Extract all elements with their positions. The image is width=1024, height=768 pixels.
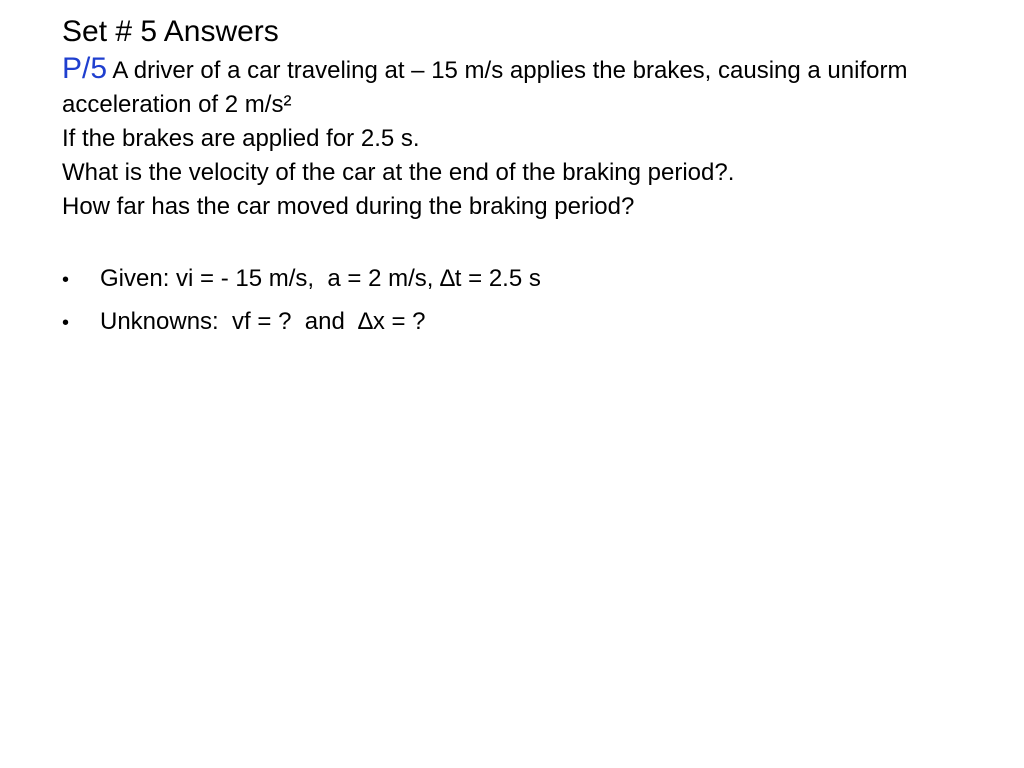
question-velocity: What is the velocity of the car at the end of the braking period?. <box>62 159 735 186</box>
problem-text: A driver of a car traveling at – 15 m/s applies the brakes, causing a uniform acceleration of 2 m/s² <box>62 57 908 118</box>
bullet-icon: • <box>62 312 70 334</box>
problem-label: P/5 <box>62 52 108 85</box>
slide-title: Set # 5 Answers <box>62 15 279 48</box>
problem-line-brakes: If the brakes are applied for 2.5 s. <box>62 125 420 152</box>
problem-statement <box>62 52 982 122</box>
bullet-icon: • <box>62 269 70 291</box>
question-distance: How far has the car moved during the braking period? <box>62 193 635 220</box>
title-block <box>62 12 982 224</box>
unknowns-text: Unknowns: vf = ? and ∆x = ? <box>100 308 426 335</box>
bullet-given <box>62 262 962 297</box>
given-text: Given: vi = - 15 m/s, a = 2 m/s, ∆t = 2.5 s <box>100 265 541 292</box>
bullet-unknowns <box>62 305 962 340</box>
bullet-list <box>62 262 962 348</box>
